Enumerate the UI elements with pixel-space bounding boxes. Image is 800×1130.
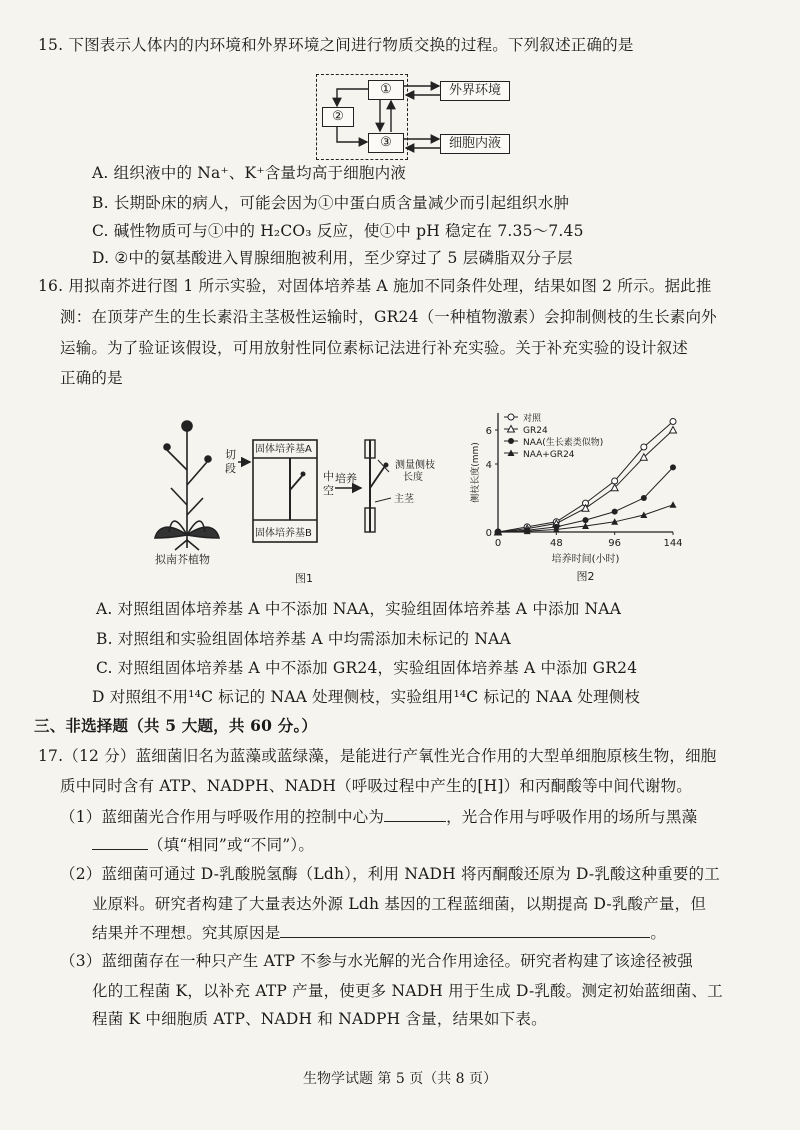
series-0-point — [670, 419, 676, 425]
series-1-point — [670, 427, 677, 434]
q17-part-2-text: 结果并不理想。究其原因是 — [92, 924, 281, 942]
measure-label-2: 长度 — [403, 472, 423, 483]
x-tick-label: 96 — [608, 538, 622, 549]
series-2-point — [670, 464, 676, 470]
series-1-point — [582, 505, 589, 512]
series-2-point — [612, 509, 618, 515]
arrow-1-to-2 — [337, 89, 369, 106]
q16-option-b: B. 对照组和实验组固体培养基 A 中均需添加未标记的 NAA — [96, 630, 511, 648]
q15-arrows — [316, 74, 516, 162]
q17-part-1 — [60, 805, 697, 828]
medium-a-label: 固体培养基A — [255, 444, 312, 455]
q15-option-d: D. ②中的氨基酸进入胃腺细胞被利用，至少穿过了 5 层磷脂双分子层 — [92, 249, 573, 267]
node-2-label: ② — [332, 109, 344, 124]
plant-label: 拟南芥植物 — [155, 553, 210, 566]
q16-option-d: D 对照组不用¹⁴C 标记的 NAA 处理侧枝，实验组用¹⁴C 标记的 NAA 处理侧枝 — [92, 688, 641, 706]
node-3-label: ③ — [380, 135, 392, 150]
q17-stem-line-1: 17.（12 分）蓝细菌旧名为蓝藻或蓝绿藻，是能进行产氧性光合作用的大型单细胞原核生物，细胞 — [38, 747, 717, 765]
series-3-point — [640, 512, 647, 519]
q16-option-c: C. 对照组固体培养基 A 中不添加 GR24，实验组固体培养基 A 中添加 GR24 — [96, 659, 638, 677]
y-tick-label: 4 — [485, 460, 492, 471]
q15-diagram — [316, 74, 516, 162]
q17-part-2-line-1: （2）蓝细菌可通过 D-乳酸脱氢酶（Ldh），利用 NADH 将丙酮酸还原为 D-乳酸这种重要的工 — [60, 865, 720, 883]
x-tick-label: 48 — [549, 538, 563, 549]
figure-2-caption: 图2 — [576, 570, 595, 583]
q17-part-3-line-3: 程菌 K 中细胞质 ATP、NADH 和 NADPH 含量，结果如下表。 — [92, 1010, 547, 1028]
y-tick-label: 6 — [485, 426, 492, 437]
main-stem-label: 主茎 — [394, 494, 414, 505]
legend-label-2: NAA(生长素类似物) — [523, 438, 604, 448]
figure-1-caption: 图1 — [295, 572, 313, 585]
legend-marker-0 — [508, 414, 514, 420]
q17-blank-2[interactable] — [92, 833, 148, 850]
q16-stem-line-2: 测：在顶芽产生的生长素沿主茎极性运输时，GR24（一种植物激素）会抑制侧枝的生长素向外 — [60, 308, 717, 326]
arrow-2-to-3 — [337, 126, 367, 142]
y-tick-label: 0 — [485, 528, 492, 539]
x-tick-label: 0 — [494, 538, 502, 549]
legend-label-3: NAA+GR24 — [523, 450, 575, 460]
cut-label-1: 切 — [225, 448, 236, 461]
figure-1 — [145, 410, 465, 590]
q17-part-3-line-1: （3）蓝细菌存在一种只产生 ATP 不参与水光解的光合作用途径。研究者构建了该途径被强 — [60, 952, 693, 970]
medium-b-label: 固体培养基B — [255, 528, 312, 539]
series-2-point — [583, 517, 589, 523]
series-2-point — [641, 495, 647, 501]
series-0-point — [612, 478, 618, 484]
q17-part-2-line-3 — [92, 921, 666, 944]
q17-part-3-line-2: 化的工程菌 K，以补充 ATP 产量，使更多 NADH 用于生成 D-乳酸。测定初始蓝细菌、工 — [92, 982, 723, 1000]
q16-stem-line-4: 正确的是 — [60, 369, 123, 387]
section-3-heading: 三、非选择题（共 5 大题，共 60 分。） — [34, 716, 318, 735]
legend-marker-2 — [508, 438, 514, 444]
q16-option-a: A. 对照组固体培养基 A 中不添加 NAA，实验组固体培养基 A 中添加 NAA — [96, 600, 622, 618]
q17-blank-3[interactable] — [280, 921, 650, 938]
y-axis-label: 侧枝长度(mm) — [471, 442, 481, 503]
x-tick-label: 144 — [663, 538, 683, 549]
q15-option-b: B. 长期卧床的病人，可能会因为①中蛋白质含量减少而引起组织水肿 — [92, 194, 570, 212]
middle-empty-2: 空 — [323, 484, 334, 497]
legend-label-0: 对照 — [523, 414, 542, 424]
q17-part-1-cont — [92, 833, 314, 856]
plant-drawing — [155, 421, 219, 550]
q17-stem-line-2: 质中同时含有 ATP、NADPH、NADH（呼吸过程中产生的[H]）和丙酮酸等中间代谢物。 — [60, 777, 692, 795]
q17-part-2-end: 。 — [650, 924, 667, 942]
intracellular-fluid-label: 细胞内液 — [448, 136, 501, 151]
node-1-label: ① — [380, 82, 392, 97]
q15-option-a: A. 组织液中的 Na⁺、K⁺含量均高于细胞内液 — [92, 164, 407, 182]
q16-stem-line-3: 运输。为了验证该假设，可用放射性同位素标记法进行补充实验。关于补充实验的设计叙述 — [60, 339, 689, 357]
q15-option-c: C. 碱性物质可与①中的 H₂CO₃ 反应，使①中 pH 稳定在 7.35～7.45 — [92, 222, 584, 240]
legend-label-1: GR24 — [523, 426, 548, 436]
figure-2-chart — [468, 405, 693, 585]
q17-part-1-text-c: （填“相同”或“不同”）。 — [148, 836, 315, 854]
culture-label: 培养 — [335, 472, 357, 485]
medium-box — [253, 440, 317, 542]
x-axis-label: 培养时间(小时) — [551, 554, 620, 565]
measure-label-1: 测量侧枝 — [395, 460, 435, 471]
q17-blank-1[interactable] — [384, 805, 446, 822]
q17-part-2-line-2: 业原料。研究者构建了大量表达外源 Ldh 基因的工程蓝细菌，以期提高 D-乳酸产量，但 — [92, 895, 707, 913]
q16-stem-line-1: 16. 用拟南芥进行图 1 所示实验，对固体培养基 A 施加不同条件处理，结果如图 2 所示。据此推 — [38, 277, 712, 295]
cut-label-2: 段 — [225, 462, 236, 475]
q15-stem: 15. 下图表示人体内的内环境和外界环境之间进行物质交换的过程。下列叙述正确的是 — [38, 36, 634, 54]
q17-part-1-text-a: （1）蓝细菌光合作用与呼吸作用的控制中心为 — [60, 808, 385, 826]
series-3-point — [670, 501, 677, 508]
q17-part-1-text-b: ，光合作用与呼吸作用的场所与黑藻 — [446, 808, 698, 826]
page-footer: 生物学试题 第 5 页（共 8 页） — [302, 1071, 498, 1087]
external-environment-label: 外界环境 — [448, 83, 501, 98]
middle-empty-1: 中 — [323, 470, 334, 483]
series-0-point — [641, 444, 647, 450]
